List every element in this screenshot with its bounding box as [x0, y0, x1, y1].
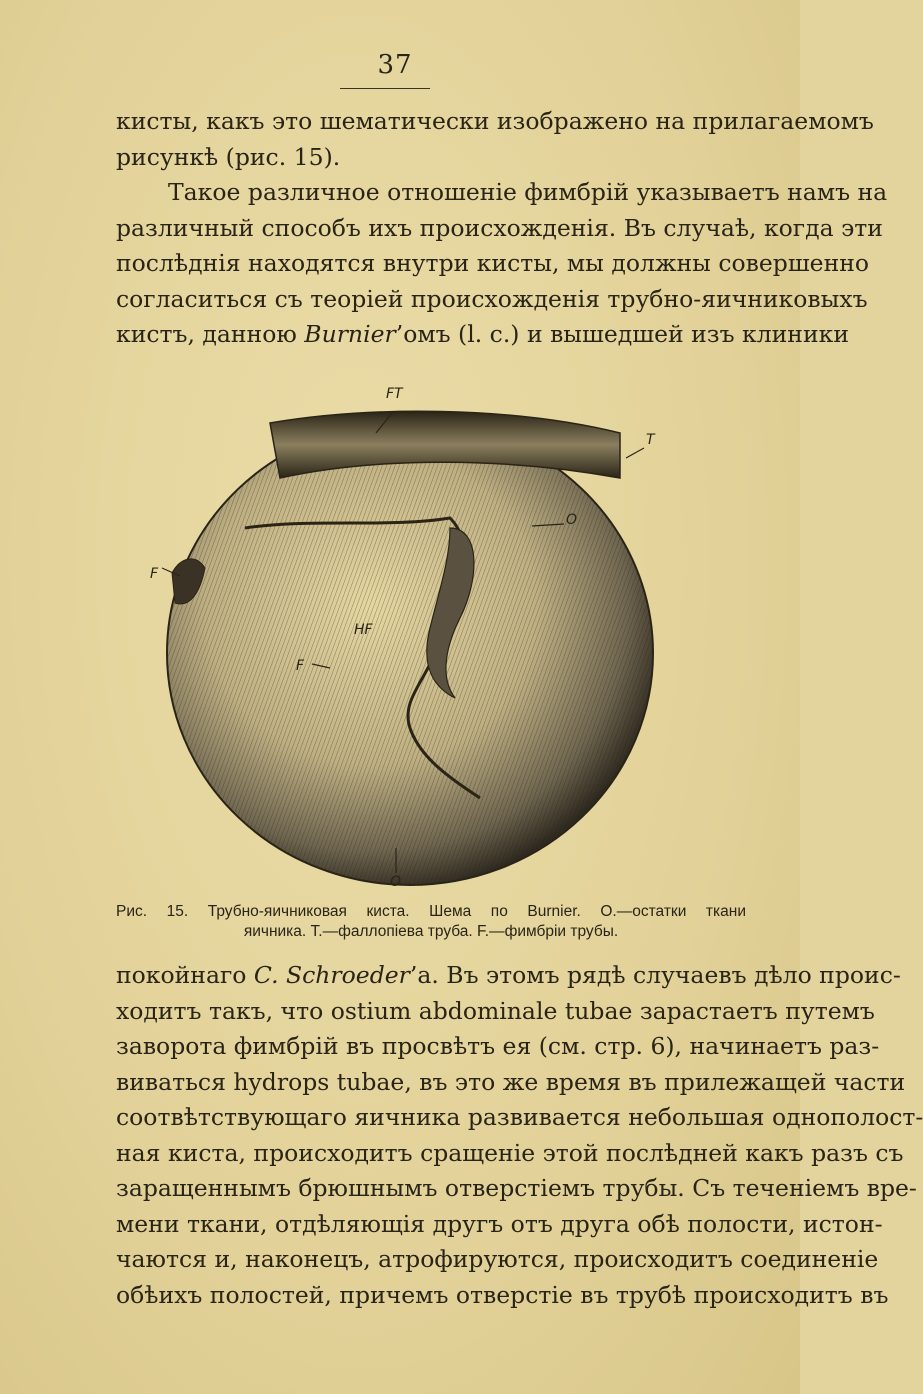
label-t: T — [646, 432, 655, 448]
text-line: послѣднія находятся внутри кисты, мы должны совершенно — [116, 249, 870, 277]
caption-line: Рис. 15. Трубно-яичниковая киста. Шема по Burnier. O.—остатки ткани — [116, 903, 746, 920]
text-fragment: ’омъ (l. c.) и вышедшей изъ клиники — [395, 320, 849, 348]
third-paragraph — [116, 958, 923, 1313]
text-line: заращеннымъ брюшнымъ отверстіемъ трубы. Съ теченіемъ вре- — [116, 1174, 917, 1202]
text-line: различный способъ ихъ происхожденія. Въ случаѣ, когда эти — [116, 213, 883, 242]
label-o-bottom: O — [390, 874, 402, 890]
text-line: чаются и, наконецъ, атрофируются, происходитъ соединеніе — [116, 1245, 879, 1273]
author-name: Burnier — [304, 320, 396, 348]
text-line: мени ткани, отдѣляющія другъ отъ друга обѣ полости, истон- — [116, 1209, 883, 1238]
text-line — [116, 317, 849, 353]
author-name: C. Schroeder — [253, 961, 410, 989]
page-number: 37 — [377, 50, 413, 80]
text-fragment: покойнаго — [116, 961, 254, 989]
text-fragment: кистъ, данною — [116, 320, 305, 348]
top-paragraph — [116, 104, 874, 175]
text-line: Такое различное отношеніе фимбрій указываетъ намъ на — [168, 178, 888, 206]
text-fragment: ’а. Въ этомъ рядѣ случаевъ дѣло проис- — [409, 961, 901, 989]
figure-caption — [116, 902, 746, 942]
label-ft: FT — [386, 386, 403, 402]
text-line: кисты, какъ это шематически изображено на прилагаемомъ — [116, 107, 874, 135]
text-line: заворота фимбрій въ просвѣтъ ея (см. стр. 6), начинаетъ раз- — [116, 1032, 880, 1060]
text-line: ная киста, происходитъ сращеніе этой послѣдней какъ разъ съ — [116, 1138, 904, 1167]
text-line: обѣихъ полостей, причемъ отверстіе въ трубѣ происходитъ въ — [116, 1280, 889, 1309]
text-line: соотвѣтствующаго яичника развивается небольшая однополост- — [116, 1103, 923, 1131]
page-number-rule — [340, 88, 430, 89]
text-line — [116, 958, 901, 994]
label-f-inner: F — [296, 658, 305, 674]
cyst-illustration — [150, 378, 670, 898]
text-line: виваться hydrops tubae, въ это же время въ прилежащей части — [116, 1067, 906, 1096]
text-line: согласиться съ теоріей происхожденія трубно-яичниковыхъ — [116, 284, 868, 313]
label-hf: HF — [354, 622, 373, 638]
cyst-hatching — [167, 421, 653, 885]
second-paragraph — [116, 175, 888, 353]
label-f-left: F — [150, 566, 159, 582]
label-o-right: O — [566, 512, 578, 528]
text-line: рисункѣ (рис. 15). — [116, 142, 341, 171]
figure-cyst-diagram — [150, 378, 670, 898]
caption-line: яичника. T.—фаллопіева труба. F.—фимбріи трубы. — [243, 923, 619, 940]
pointer-line-t — [626, 448, 644, 458]
text-line: ходитъ такъ, что ostium abdominale tubae зарастаетъ путемъ — [116, 996, 875, 1025]
